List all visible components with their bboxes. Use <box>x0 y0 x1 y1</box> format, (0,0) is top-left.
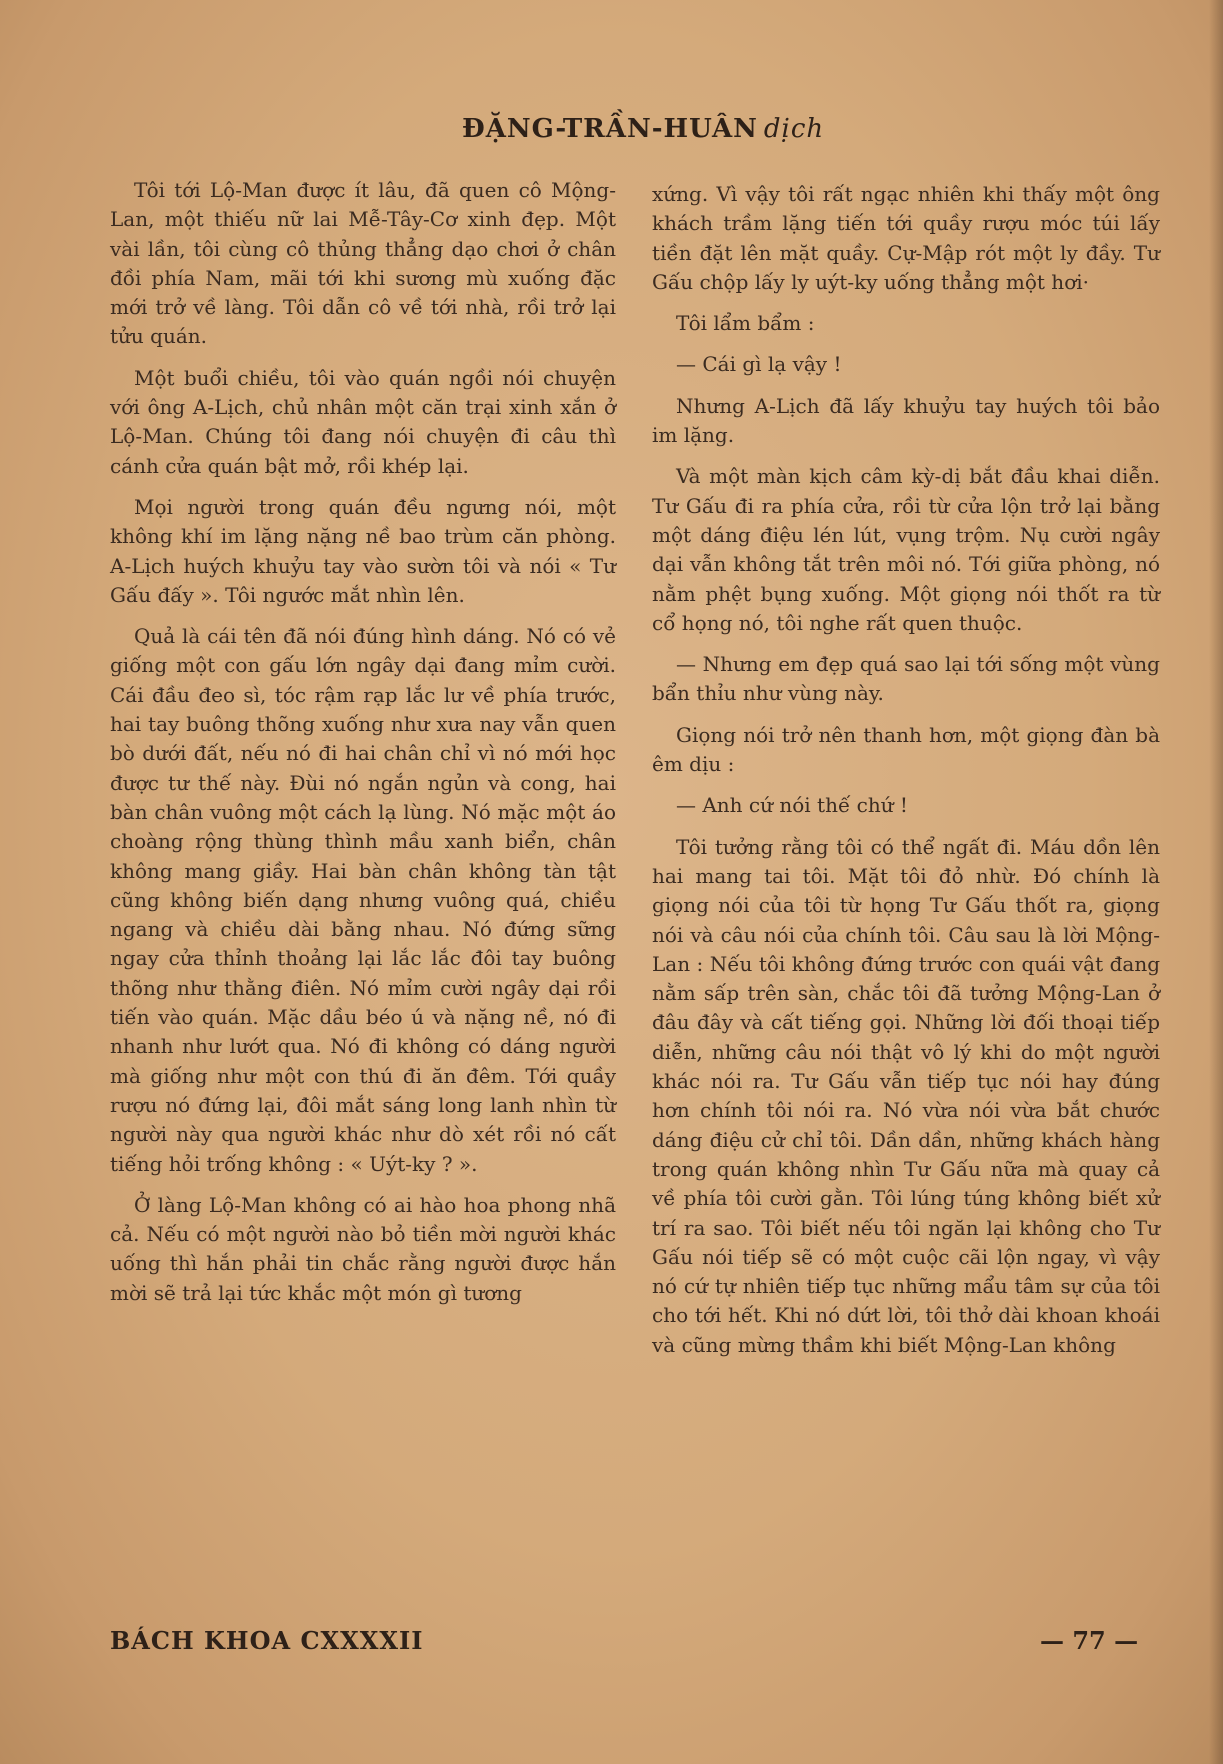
paragraph: Một buổi chiều, tôi vào quán ngồi nói chuyện với ông A-Lịch, chủ nhân một căn trại xinh xắn ở Lộ-Man. Chúng tôi đang nói chuyện đi câu thì cánh cửa quán bật mở, rồi khép lại. <box>110 365 616 478</box>
left-column <box>110 176 616 1320</box>
translator-name: ĐẶNG-TRẦN-HUÂN <box>462 114 758 144</box>
paragraph: Tôi tới Lộ-Man được ít lâu, đã quen cô Mộng-Lan, một thiếu nữ lai Mễ-Tây-Cơ xinh đẹp. Một vài lần, tôi cùng cô thủng thẳng dạo chơi ở chân đồi phía Nam, mãi tới khi sương mù xuống đặc mới trở về làng. Tôi dẫn cô về tới nhà, rồi trở lại tửu quán. <box>110 178 616 349</box>
paragraph: Ở làng Lộ-Man không có ai hào hoa phong nhã cả. Nếu có một người nào bỏ tiền mời người khác uống thì hắn phải tin chắc rằng người được hắn mời sẽ trả lại tức khắc một món gì tương <box>110 1192 616 1305</box>
paragraph: Tôi lẩm bẩm : <box>676 311 815 336</box>
paragraph: Quả là cái tên đã nói đúng hình dáng. Nó có vẻ giống một con gấu lớn ngây dại đang mỉm cười. Cái đầu đeo sì, tóc rậm rạp lắc lư về phía trước, hai tay buông thõng xuống như xưa nay vẫn quen bò dưới đất, nếu nó đi hai chân chỉ vì nó mới học được tư thế này. Đùi nó ngắn ngủn và cong, hai bàn chân vuông một cách lạ lùng. Nó mặc một áo choàng rộng thùng thình mầu xanh biển, chân không mang giầy. Hai bàn chân không tàn tật cũng không biến dạng nhưng vuông quá, chiều ngang và chiều dài bằng nhau. Nó đứng sững ngay cửa thỉnh thoảng lại lắc lắc đôi tay buông thõng như thằng điên. Nó mỉm cười ngây dại rồi tiến vào quán. Mặc dầu béo ú và nặng nề, nó đi nhanh như lướt qua. Nó đi không có dáng người mà giống như một con thú đi ăn đêm. Tới quầy rượu nó đứng lại, đôi mắt sáng long lanh nhìn từ người này qua người khác như dò xét rồi nó cất tiếng hỏi trống không : « Uýt-ky ? ». <box>110 624 616 1176</box>
paragraph: — Anh cứ nói thế chứ ! <box>676 793 908 818</box>
paragraph: — Nhưng em đẹp quá sao lại tới sống một vùng bẩn thỉu như vùng này. <box>652 652 1160 706</box>
publication-footer: BÁCH KHOA CXXXXII <box>110 1626 424 1655</box>
right-column <box>652 180 1160 1372</box>
page-number: — 77 — <box>1040 1626 1139 1655</box>
translator-role: dịch <box>763 114 825 144</box>
paragraph: — Cái gì lạ vậy ! <box>676 352 842 377</box>
paragraph: xứng. Vì vậy tôi rất ngạc nhiên khi thấy một ông khách trầm lặng tiến tới quầy rượu móc túi lấy tiền đặt lên mặt quầy. Cự-Mập rót một ly đầy. Tư Gấu chộp lấy ly uýt-ky uống thẳng một hơi· <box>652 182 1160 294</box>
paragraph: Mọi người trong quán đều ngưng nói, một không khí im lặng nặng nề bao trùm căn phòng. A-Lịch huých khuỷu tay vào sườn tôi và nói « Tư Gấu đấy ». Tôi ngước mắt nhìn lên. <box>110 494 616 607</box>
paragraph: Nhưng A-Lịch đã lấy khuỷu tay huých tôi bảo im lặng. <box>652 393 1160 448</box>
paragraph: Và một màn kịch câm kỳ-dị bắt đầu khai diễn. Tư Gấu đi ra phía cửa, rồi từ cửa lộn trở lại bằng một dáng điệu lén lút, vụng trộm. Nụ cười ngây dại vẫn không tắt trên môi nó. Tới giữa phòng, nó nằm phệt bụng xuống. Một giọng nói thốt ra từ cổ họng nó, tôi nghe rất quen thuộc. <box>652 464 1160 635</box>
page-edge-shadow <box>1209 0 1223 1764</box>
paragraph: Tôi tưởng rằng tôi có thể ngất đi. Máu dồn lên hai mang tai tôi. Mặt tôi đỏ nhừ. Đó chính là giọng nói của tôi từ họng Tư Gấu thốt ra, giọng nói và câu nói của chính tôi. Câu sau là lời Mộng-Lan : Nếu tôi không đứng trước con quái vật đang nằm sấp trên sàn, chắc tôi đã tưởng Mộng-Lan ở đâu đây và cất tiếng gọi. Những lời đối thoại tiếp diễn, những câu nói thật vô lý khi do một người khác nói ra. Tư Gấu vẫn tiếp tục nói hay đúng hơn chính tôi nói ra. Nó vừa nói vừa bắt chước dáng điệu cử chỉ tôi. Dần dần, những khách hàng trong quán không nhìn Tư Gấu nữa mà quay cả về phía tôi cười gằn. Tôi lúng túng không biết xử trí ra sao. Tôi biết nếu tôi ngăn lại không cho Tư Gấu nói tiếp sẽ có một cuộc cãi lộn ngay, vì vậy nó cứ tự nhiên tiếp tục những mẩu tâm sự của tôi cho tới hết. Khi nó dứt lời, tôi thở dài khoan khoái và cũng mừng thầm khi biết Mộng-Lan không <box>652 834 1160 1357</box>
paragraph: Giọng nói trở nên thanh hơn, một giọng đàn bà êm dịu : <box>652 722 1160 777</box>
page-header <box>462 114 824 144</box>
